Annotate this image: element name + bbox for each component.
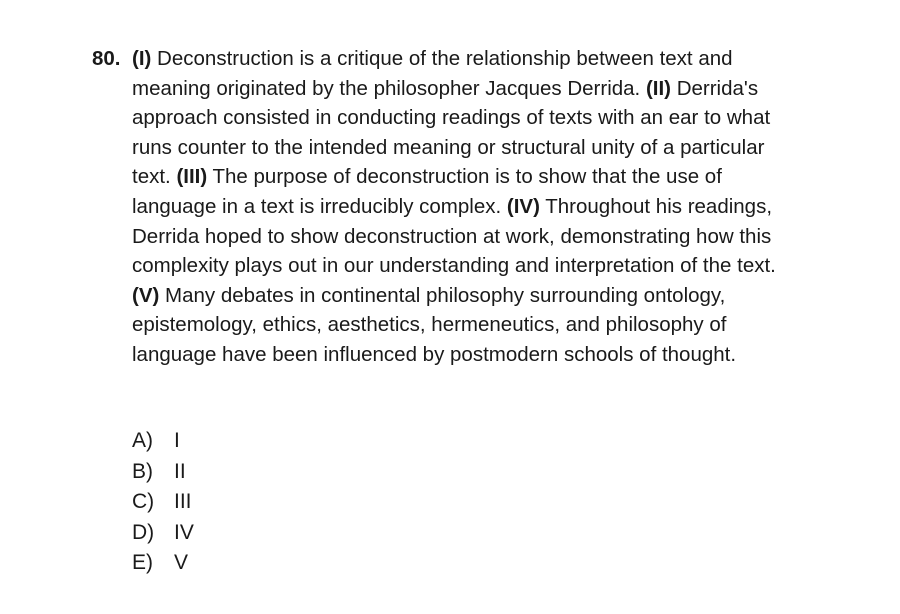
option-letter: C): [132, 490, 155, 513]
sentence-marker-2: (II): [645, 76, 671, 100]
option-e[interactable]: [132, 548, 194, 579]
sentence-text-3: The purpose of deconstruction is to show that the use of language in a text is irreducibly complex.: [132, 165, 722, 218]
sentence-marker-5: (V): [132, 283, 160, 307]
option-value: III: [174, 490, 192, 513]
question-text: [132, 44, 792, 370]
option-value: V: [174, 551, 189, 574]
sentence-marker-4: (IV): [506, 194, 540, 218]
option-value: I: [174, 429, 180, 452]
option-b[interactable]: [132, 457, 194, 488]
sentence-text-2: Derrida's approach consisted in conducting readings of texts with an ear to what runs counter to the intended meaning or structural unity of a particular text.: [132, 76, 771, 189]
option-d[interactable]: [132, 518, 194, 549]
sentence-text-1: Deconstruction is a critique of the relationship between text and meaning originated by the philosopher Jacques Derrida.: [132, 47, 733, 100]
sentence-text-4: Throughout his readings, Derrida hoped to show deconstruction at work, demonstrating how this complexity plays out in our understanding and interpretation of the text.: [132, 194, 776, 278]
option-value: II: [174, 459, 186, 483]
option-value: IV: [174, 520, 194, 544]
option-letter: B): [132, 459, 153, 483]
option-letter: E): [132, 551, 153, 574]
question-number: 80.: [92, 47, 121, 70]
sentence-marker-1: (I): [132, 47, 152, 70]
option-c[interactable]: [132, 487, 194, 518]
sentence-text-5: Many debates in continental philosophy surrounding ontology, epistemology, ethics, aesthetics, hermeneutics, and philosophy of language have been influenced by postmodern schools of thought.: [132, 283, 737, 366]
sentence-marker-3: (III): [176, 165, 208, 189]
answer-options: [132, 426, 194, 579]
option-a[interactable]: [132, 426, 194, 457]
option-letter: D): [132, 520, 155, 544]
option-letter: A): [132, 429, 153, 452]
